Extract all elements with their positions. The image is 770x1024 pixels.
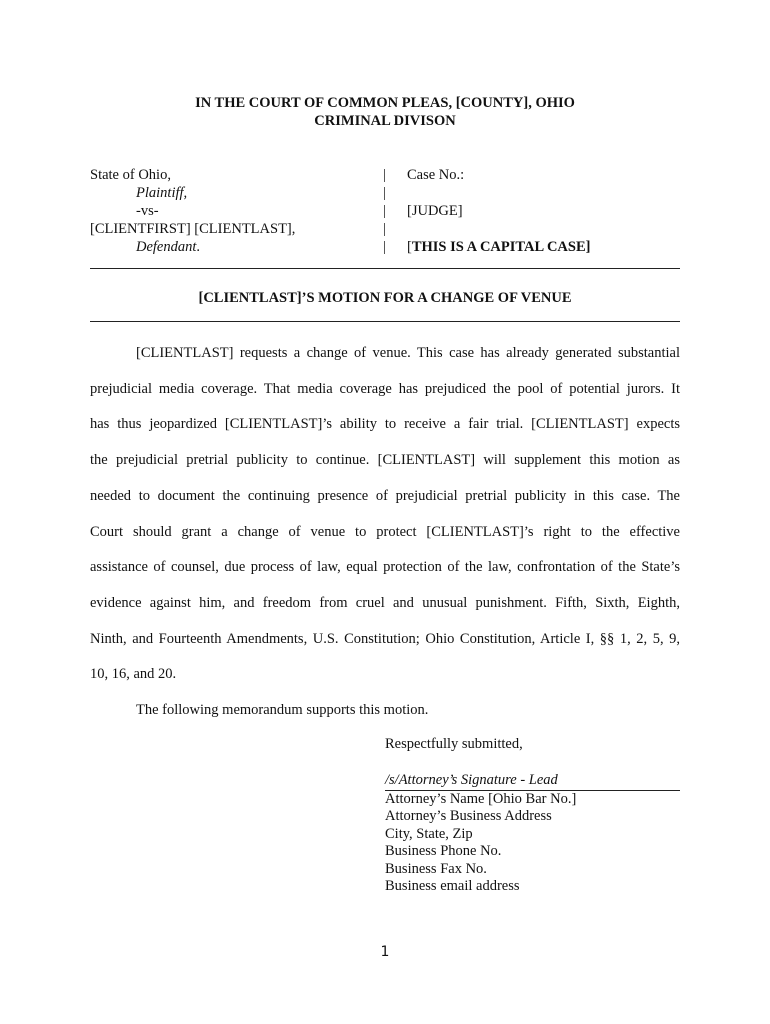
caption-separator: | [383, 203, 386, 219]
body-line: 10, 16, and 20. [90, 666, 177, 682]
attorney-fax: Business Fax No. [385, 860, 487, 877]
body-line: assistance of counsel, due process of law, equal protection of the law, confrontation of the State’s [90, 559, 680, 575]
body-line: has thus jeopardized [CLIENTLAST]’s ability to receive a fair trial. [CLIENTLAST] expects [90, 416, 680, 432]
caption-separator: | [383, 221, 386, 237]
judge-label: [JUDGE] [407, 203, 463, 219]
closing-sentence: The following memorandum supports this motion. [136, 702, 429, 718]
defendant-role: Defendant. [136, 239, 201, 255]
body-line: Ninth, and Fourteenth Amendments, U.S. Constitution; Ohio Constitution, Article I, §§ 1, 2, 5, 9, [90, 631, 680, 647]
caption-separator: | [383, 185, 386, 201]
attorney-phone: Business Phone No. [385, 843, 502, 859]
title-divider [90, 321, 680, 322]
signature-line: /s/Attorney’s Signature - Lead [385, 772, 680, 791]
body-line: prejudicial media coverage. That media coverage has prejudiced the pool of potential jurors. It [90, 381, 680, 397]
attorney-address: Attorney’s Business Address [385, 808, 552, 824]
body-line: needed to document the continuing presence of prejudicial pretrial publicity in this case. The [90, 488, 680, 504]
motion-title: [CLIENTLAST]’S MOTION FOR A CHANGE OF VENUE [198, 290, 572, 306]
attorney-name: Attorney’s Name [Ohio Bar No.] [385, 790, 577, 807]
plaintiff-name: State of Ohio, [90, 167, 171, 183]
caption-separator: | [383, 239, 386, 255]
body-line: evidence against him, and freedom from cruel and unusual punishment. Fifth, Sixth, Eighth, [90, 595, 680, 611]
case-number-label: Case No.: [407, 167, 465, 183]
body-line: [CLIENTLAST] requests a change of venue. This case has already generated substantial [136, 345, 680, 361]
versus-label: -vs- [136, 203, 159, 219]
capital-case-label: [THIS IS A CAPITAL CASE] [407, 239, 591, 255]
plaintiff-role: Plaintiff, [136, 185, 188, 201]
court-header [90, 94, 680, 130]
defendant-name: [CLIENTFIRST] [CLIENTLAST], [90, 221, 296, 237]
signature-block [385, 772, 680, 896]
body-line: Court should grant a change of venue to protect [CLIENTLAST]’s right to the effective [90, 524, 680, 540]
caption-divider [90, 268, 680, 269]
court-division: CRIMINAL DIVISON [314, 113, 456, 129]
court-name: IN THE COURT OF COMMON PLEAS, [COUNTY], OHIO [195, 95, 575, 111]
page-number: 1 [380, 944, 390, 960]
attorney-city: City, State, Zip [385, 825, 473, 842]
body-line: the prejudicial pretrial publicity to continue. [CLIENTLAST] will supplement this motion as [90, 452, 680, 468]
attorney-email: Business email address [385, 878, 520, 894]
respectfully-submitted: Respectfully submitted, [385, 736, 523, 752]
caption-separator: | [383, 167, 386, 183]
